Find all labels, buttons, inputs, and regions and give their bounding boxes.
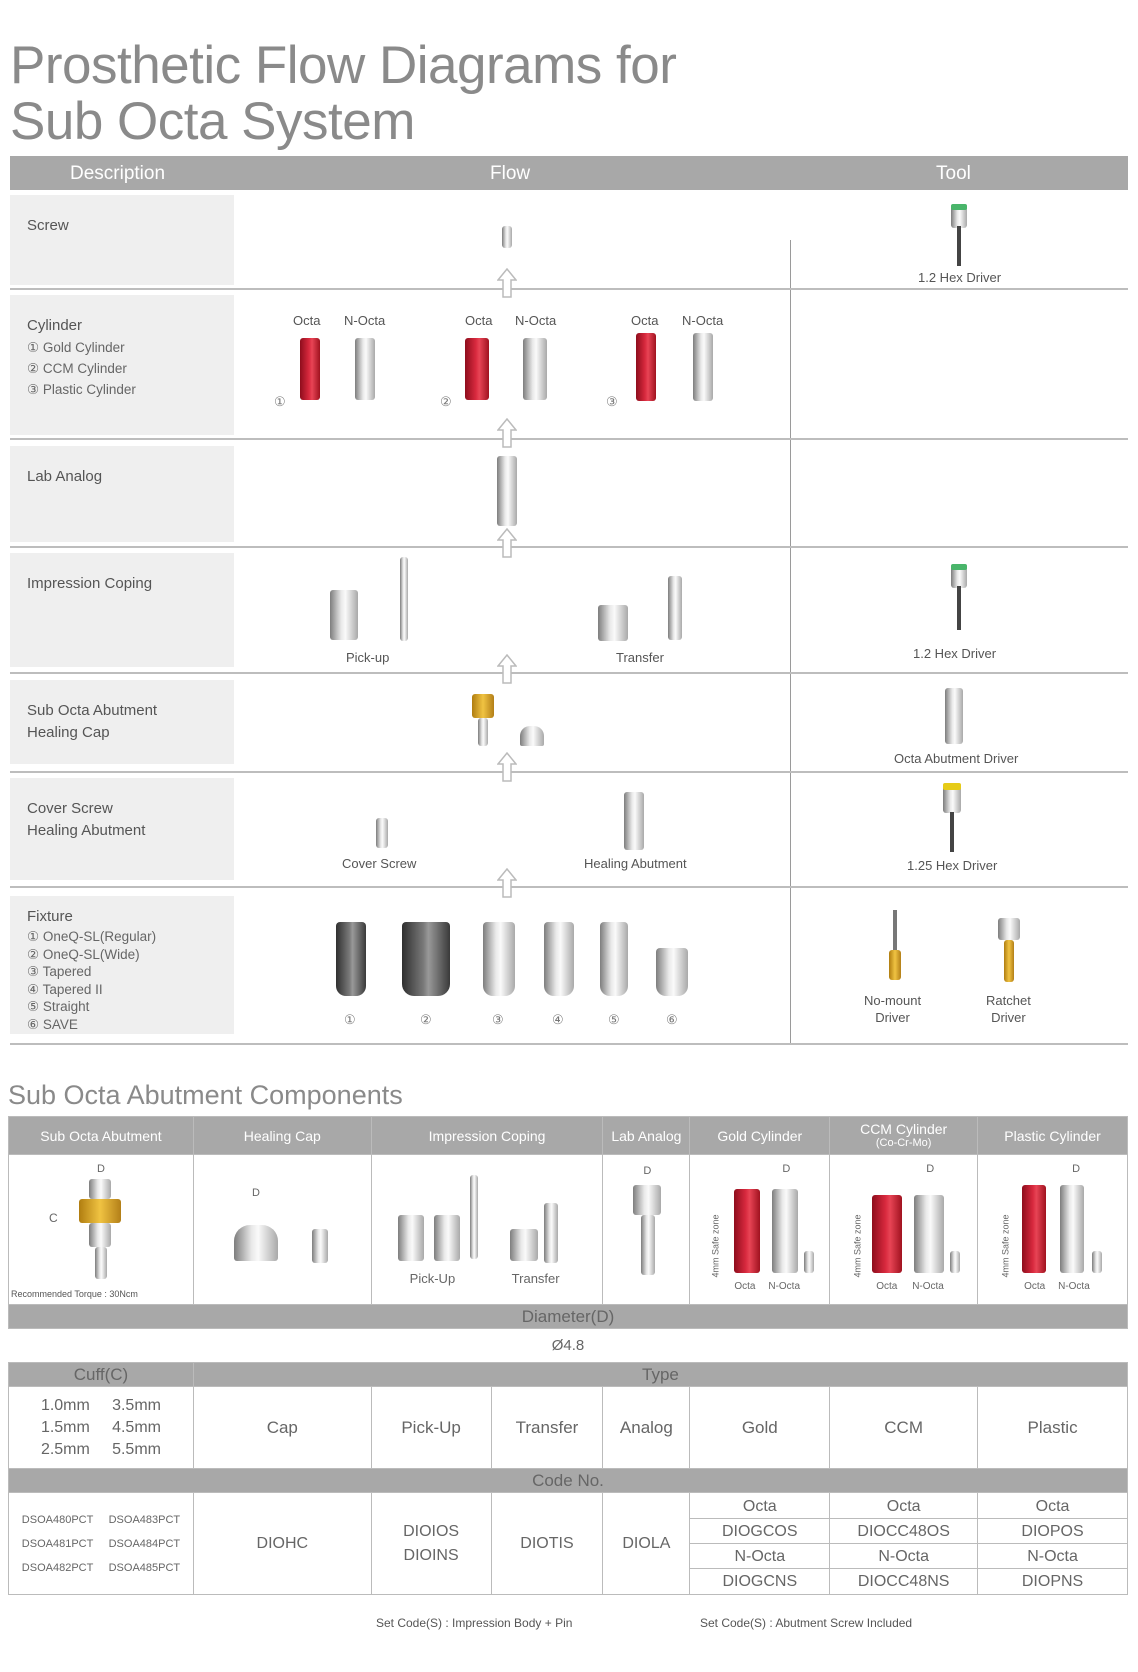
- plastic-cylinder-cell: D 4mm Safe zone Octa N-Octa: [978, 1155, 1128, 1305]
- abutment-codes: DSOA480PCT DSOA483PCT DSOA481PCT DSOA484PCT DSOA482PCT DSOA485PCT: [9, 1493, 194, 1595]
- fixture-2-image: [402, 922, 450, 996]
- flow-arrow-up-icon: [497, 752, 517, 782]
- components-title: Sub Octa Abutment Components: [8, 1080, 403, 1110]
- flow-table-header: [10, 156, 1128, 190]
- flow-arrow-up-icon: [497, 868, 517, 898]
- fixture-3-image: [483, 922, 515, 996]
- hex-driver-125-image: [943, 783, 961, 813]
- gold-cylinder-cell: D 4mm Safe zone Octa N-Octa: [690, 1155, 830, 1305]
- healing-cap-image: [520, 726, 544, 746]
- hex-driver-image: [951, 564, 967, 588]
- gold-cylinder-octa-image: [300, 338, 320, 400]
- gold-cylinder-noncta-image: [355, 338, 375, 400]
- page-title: Prosthetic Flow Diagrams for Sub Octa System: [10, 36, 677, 151]
- fixture-1-image: [336, 922, 366, 996]
- header-description: Description: [70, 163, 166, 184]
- cover-screw-image: [376, 818, 388, 848]
- tool-column-divider: [790, 240, 791, 1045]
- healing-abutment-image: [624, 792, 644, 850]
- ccm-cylinder-cell: D 4mm Safe zone Octa N-Octa: [830, 1155, 978, 1305]
- header-tool: Tool: [936, 163, 971, 184]
- header-flow: Flow: [490, 163, 531, 184]
- ratchet-driver-image: [998, 918, 1020, 940]
- transfer-body-image: [598, 605, 628, 641]
- cuff-values: 1.0mm 3.5mm 1.5mm 4.5mm 2.5mm 5.5mm: [9, 1387, 194, 1469]
- impression-coping-cell: Pick-Up Transfer: [371, 1155, 603, 1305]
- transfer-pin-image: [668, 576, 682, 640]
- ccm-cylinder-octa-image: [465, 338, 489, 400]
- abutment-image: [472, 694, 494, 718]
- screw-tool-label: 1.2 Hex Driver: [918, 270, 1002, 285]
- pickup-body-image: [330, 590, 358, 640]
- row-cylinder-description: Cylinder ① Gold Cylinder ② CCM Cylinder ③ Plastic Cylinder: [10, 295, 234, 435]
- flow-arrow-up-icon: [497, 268, 517, 298]
- lab-analog-cell: D: [603, 1155, 690, 1305]
- flow-arrow-up-icon: [497, 418, 517, 448]
- fixture-6-image: [656, 948, 688, 996]
- row-fixture-description: Fixture ① OneQ-SL(Regular) ② OneQ-SL(Wide) ③ Tapered ④ Tapered II ⑤ Straight ⑥ SAVE: [10, 896, 234, 1034]
- flow-arrow-up-icon: [497, 654, 517, 684]
- fixture-4-image: [544, 922, 574, 996]
- components-table: Sub Octa Abutment Healing Cap Impression Coping Lab Analog Gold Cylinder CCM Cylinder (Co-Cr-Mo) Plastic Cylinder D C Recommended Torque : 30Ncm D Pick-Up Transfer D D 4mm Safe zone Octa N-Octa D 4mm Safe zone Octa N-Octa D 4mm Safe zone Octa N-Octa Diameter(D) Ø4.8 Cuff(C) Type 1.0mm 3.5mm 1.5mm 4.5mm 2.5mm 5.5mm Cap Pick-Up Transfer Analog Gold CCM Plastic Code No. DSOA480PCT DSOA483PCT DSOA481PCT DSOA484PCT DSOA482PCT DSOA485PCT DIOHC DIOIOS DIOINS DIOTIS DIOLA Octa DIOGCOS N-Octa DIOGCNS Octa DIOCC48OS N-Octa DIOCC48NS Octa DIOPOS N-Octa DIOPNS: [8, 1116, 1128, 1595]
- row-lab-analog-description: Lab Analog: [10, 446, 234, 542]
- impression-set-note: Set Code(S) : Impression Body + Pin: [376, 1616, 573, 1630]
- flow-arrow-up-icon: [497, 528, 517, 558]
- plastic-cylinder-noncta-image: [693, 333, 713, 401]
- plastic-cylinder-octa-image: [636, 333, 656, 401]
- row-screw-description: Screw: [10, 195, 234, 285]
- cylinder-set-note: Set Code(S) : Abutment Screw Included: [700, 1616, 913, 1630]
- sub-octa-abutment-cell: D C Recommended Torque : 30Ncm: [9, 1155, 194, 1305]
- lab-analog-image: [497, 456, 517, 526]
- row-abutment-description: Sub Octa Abutment Healing Cap: [10, 680, 234, 764]
- row-cover-description: Cover Screw Healing Abutment: [10, 778, 234, 880]
- hex-driver-image: [951, 204, 967, 228]
- healing-cap-cell: D: [193, 1155, 371, 1305]
- ccm-cylinder-noncta-image: [523, 338, 547, 400]
- fixture-5-image: [600, 922, 628, 996]
- screw-image: [502, 226, 512, 248]
- row-divider: [10, 288, 1128, 290]
- octa-abutment-driver-image: [945, 688, 963, 744]
- pickup-pin-image: [400, 557, 408, 641]
- row-impression-description: Impression Coping: [10, 553, 234, 667]
